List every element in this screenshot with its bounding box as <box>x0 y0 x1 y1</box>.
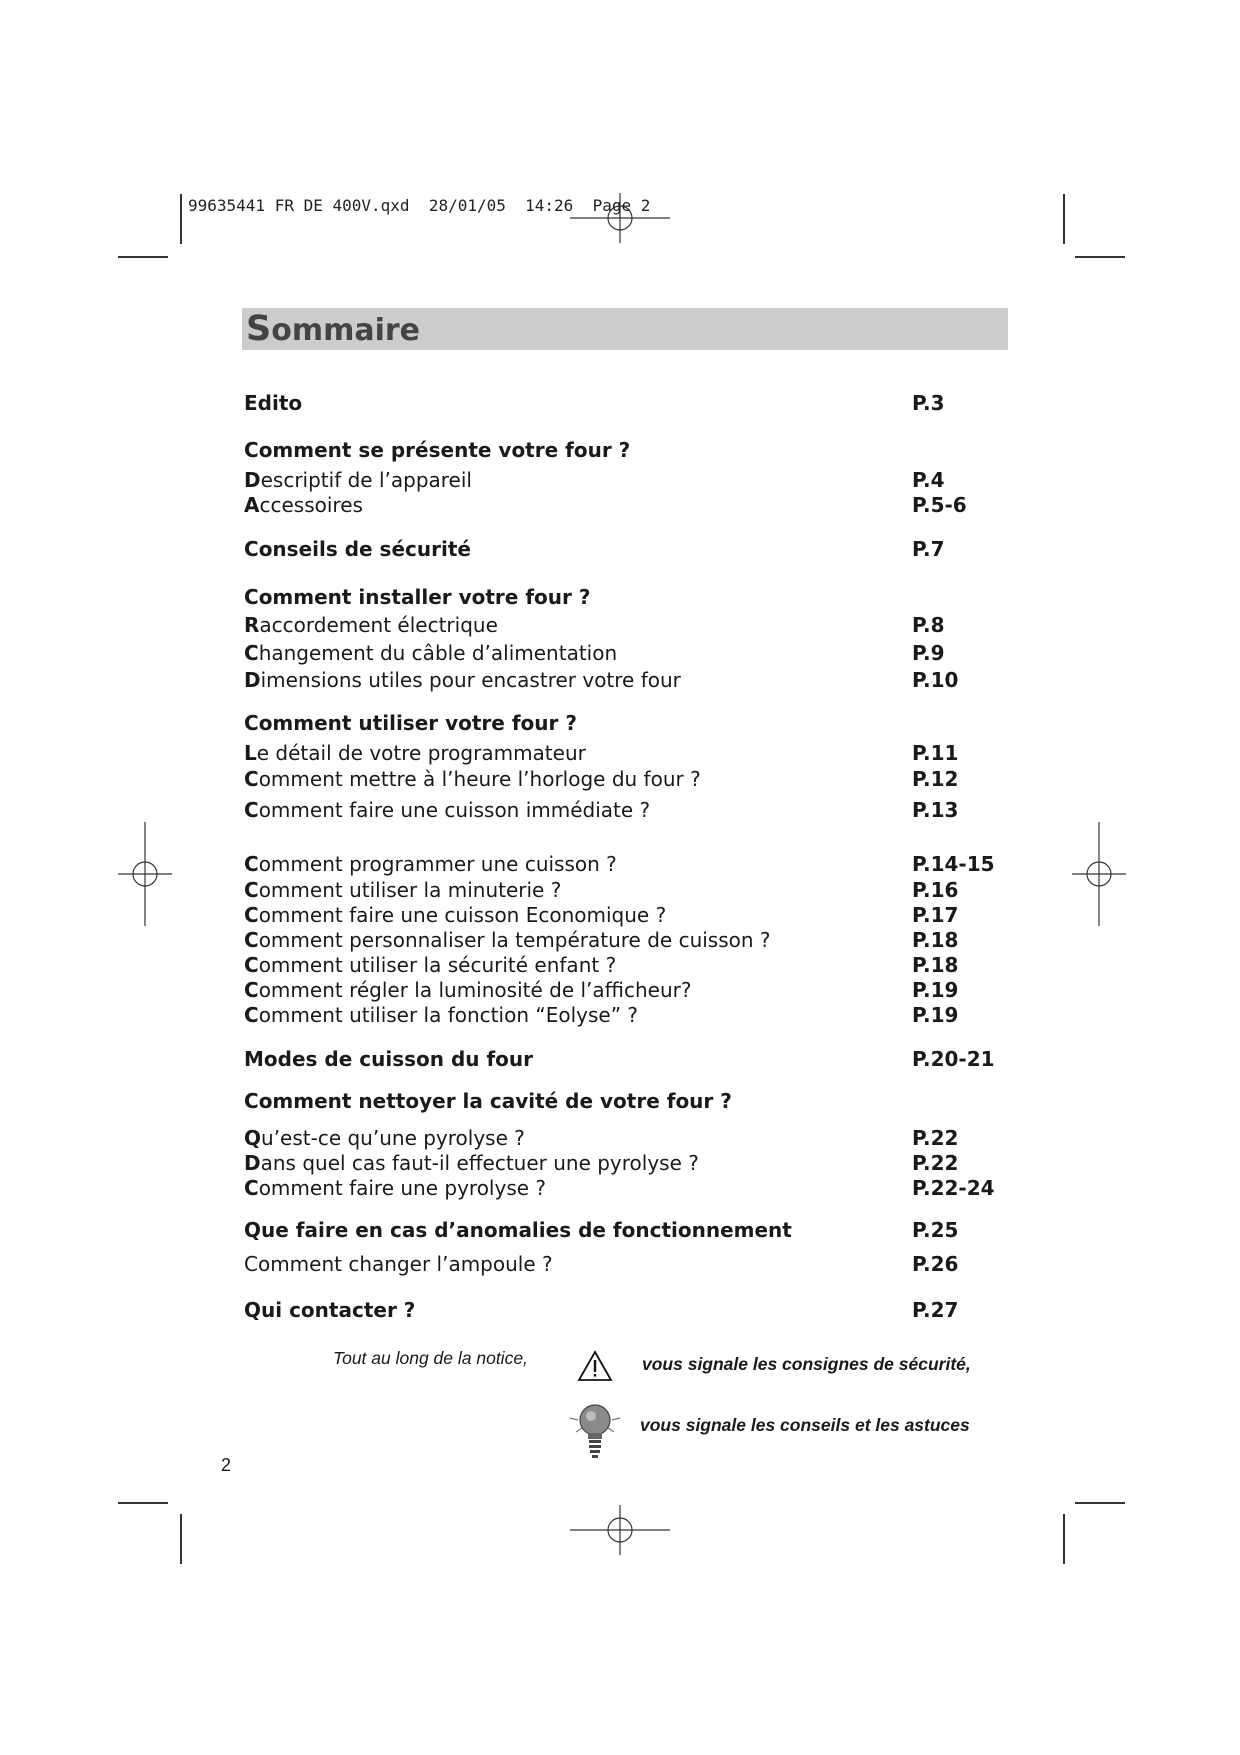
toc-entry-label <box>244 1150 699 1176</box>
toc-entry-label <box>244 851 617 877</box>
file-header: 99635441 FR DE 400V.qxd 28/01/05 14:26 Page 2 <box>188 196 651 215</box>
toc-entry-initial: C <box>244 1089 259 1113</box>
title-first-letter: S <box>246 309 272 349</box>
toc-entry-label <box>244 467 472 493</box>
toc-entry-label <box>244 1175 546 1201</box>
crop-mark <box>1075 256 1125 258</box>
toc-entry-text: e détail de votre programmateur <box>256 741 586 765</box>
toc-entry-label <box>244 1088 732 1114</box>
toc-entry-text: ue faire en cas d’anomalies de fonctionnement <box>261 1218 792 1242</box>
toc-entry-label <box>244 797 650 823</box>
toc-entry-label <box>244 584 590 610</box>
toc-page-ref: P.18 <box>912 928 959 952</box>
toc-entry <box>244 952 1004 978</box>
toc-entry-initial: C <box>244 1176 259 1200</box>
toc-entry-label <box>244 766 701 792</box>
toc-entry-text: omment utiliser la minuterie ? <box>258 878 562 902</box>
toc-entry <box>244 766 1004 792</box>
crop-mark <box>1075 1502 1125 1504</box>
toc-entry-initial: C <box>244 537 259 561</box>
toc-page-ref: P.26 <box>912 1252 959 1276</box>
toc-entry-initial: C <box>244 798 259 822</box>
toc-entry-initial: L <box>244 741 257 765</box>
toc-page-ref: P.22 <box>912 1151 959 1175</box>
toc-entry-text: ans quel cas faut-il effectuer une pyrolyse ? <box>260 1151 699 1175</box>
crop-mark <box>180 1514 182 1564</box>
toc-entry <box>244 851 1004 877</box>
toc-entry-label <box>244 1002 638 1028</box>
toc-entry <box>244 492 1004 518</box>
toc-entry-text: onseils de sécurité <box>258 537 471 561</box>
toc-entry-initial: C <box>244 641 259 665</box>
toc-entry-text: omment faire une cuisson immédiate ? <box>258 798 651 822</box>
toc-entry-label <box>244 710 577 736</box>
toc-entry-initial: E <box>244 391 258 415</box>
toc-entry-label <box>244 492 363 518</box>
toc-entry-label <box>244 1297 415 1323</box>
toc-entry-initial: C <box>244 978 259 1002</box>
toc-entry-initial: C <box>244 438 259 462</box>
toc-entry-text: dito <box>257 391 303 415</box>
toc-entry <box>244 467 1004 493</box>
toc-entry <box>244 612 1004 638</box>
legend-intro: Tout au long de la notice, <box>333 1348 528 1368</box>
toc-page-ref: P.17 <box>912 903 959 927</box>
toc-entry <box>244 927 1004 953</box>
toc-entry-text: escriptif de l’appareil <box>260 468 472 492</box>
toc-entry-initial: D <box>244 1151 261 1175</box>
crop-mark <box>180 194 182 244</box>
crop-mark <box>1063 1514 1065 1564</box>
toc-entry-initial: D <box>244 468 261 492</box>
toc-entry <box>244 667 1004 693</box>
toc-entry-initial: C <box>244 878 259 902</box>
toc-section-heading <box>244 536 1004 562</box>
toc-entry-initial: C <box>244 928 259 952</box>
toc-page-ref: P.10 <box>912 668 959 692</box>
page-title <box>246 310 420 350</box>
crop-mark <box>1063 194 1065 244</box>
toc-entry-label <box>244 612 498 638</box>
toc-entry-initial: C <box>244 852 259 876</box>
toc-entry-text: omment utiliser votre four ? <box>258 711 577 735</box>
toc-entry-text: omment programmer une cuisson ? <box>258 852 617 876</box>
toc-page-ref: P.27 <box>912 1298 959 1322</box>
toc-entry-initial: R <box>244 613 260 637</box>
toc-entry <box>244 640 1004 666</box>
toc-entry-label <box>244 1251 553 1277</box>
toc-entry-label <box>244 667 681 693</box>
toc-entry-initial: Q <box>244 1218 262 1242</box>
toc-entry-label <box>244 1125 525 1151</box>
toc-entry-initial: C <box>244 711 259 735</box>
toc-entry <box>244 902 1004 928</box>
toc-entry-text: omment nettoyer la cavité de votre four ? <box>258 1089 732 1113</box>
toc-section-heading <box>244 584 1004 610</box>
toc-page-ref: P.16 <box>912 878 959 902</box>
toc-entry-label <box>244 877 561 903</box>
toc-entry-initial: M <box>244 1047 264 1071</box>
toc-page-ref: P.3 <box>912 391 945 415</box>
toc-page-ref: P.18 <box>912 953 959 977</box>
toc-entry-initial: D <box>244 668 261 692</box>
toc-page-ref: P.4 <box>912 468 945 492</box>
toc-section-heading <box>244 1217 1004 1243</box>
crop-mark <box>118 256 168 258</box>
toc-entry-text: u’est-ce qu’une pyrolyse ? <box>261 1126 525 1150</box>
toc-entry-initial: C <box>244 1003 259 1027</box>
toc-entry-text: imensions utiles pour encastrer votre four <box>260 668 681 692</box>
toc-entry-label <box>244 927 771 953</box>
toc-entry <box>244 1150 1004 1176</box>
toc-page-ref: P.8 <box>912 613 945 637</box>
toc-entry-text: hangement du câble d’alimentation <box>258 641 618 665</box>
toc-entry-label <box>244 437 630 463</box>
toc-entry-text: ui contacter ? <box>261 1298 416 1322</box>
toc-entry-initial: C <box>244 585 259 609</box>
toc-entry-label <box>244 1217 792 1243</box>
toc-section-heading <box>244 437 1004 463</box>
toc-entry-initial: Q <box>244 1126 262 1150</box>
toc-entry <box>244 1251 1004 1277</box>
legend-safety-text: vous signale les consignes de sécurité, <box>642 1354 971 1374</box>
toc-page-ref: P.22 <box>912 1126 959 1150</box>
toc-entry-text: omment faire une cuisson Economique ? <box>258 903 667 927</box>
toc-page-ref: P.12 <box>912 767 959 791</box>
toc-entry-label <box>244 740 586 766</box>
toc-entry-text: accordement électrique <box>259 613 498 637</box>
toc-entry-label <box>244 1046 533 1072</box>
toc-entry-initial: C <box>244 903 259 927</box>
toc-page-ref: P.5-6 <box>912 493 967 517</box>
warning-triangle-icon <box>577 1350 613 1382</box>
toc-page-ref: P.25 <box>912 1218 959 1242</box>
toc-entry-text: omment utiliser la fonction “Eolyse” ? <box>258 1003 639 1027</box>
toc-page-ref: P.14-15 <box>912 852 995 876</box>
toc-page-ref: P.19 <box>912 978 959 1002</box>
toc-entry-text: omment personnaliser la température de cuisson ? <box>258 928 771 952</box>
toc-entry-label <box>244 536 471 562</box>
toc-entry-initial: C <box>244 767 259 791</box>
crop-mark <box>118 1502 168 1504</box>
toc-entry <box>244 740 1004 766</box>
page-number: 2 <box>221 1455 232 1475</box>
registration-mark-right <box>1072 822 1126 926</box>
toc-page-ref: P.22-24 <box>912 1176 995 1200</box>
toc-entry <box>244 977 1004 1003</box>
toc-entry-label <box>244 390 302 416</box>
toc-entry-text: odes de cuisson du four <box>263 1047 533 1071</box>
toc-entry-text: omment utiliser la sécurité enfant ? <box>258 953 617 977</box>
toc-entry-initial: Q <box>244 1298 262 1322</box>
toc-section-heading <box>244 390 1004 416</box>
registration-mark-left <box>118 822 172 926</box>
toc-entry-label <box>244 952 616 978</box>
toc-section-heading <box>244 1088 1004 1114</box>
toc-entry-initial: A <box>244 493 260 517</box>
title-bar <box>242 308 1008 350</box>
toc-entry-label <box>244 977 691 1003</box>
registration-mark-bottom <box>570 1500 670 1560</box>
toc-section-heading <box>244 710 1004 736</box>
toc-page-ref: P.19 <box>912 1003 959 1027</box>
toc-page-ref: P.7 <box>912 537 945 561</box>
toc-entry <box>244 877 1004 903</box>
toc-page-ref: P.11 <box>912 741 959 765</box>
toc-entry-label <box>244 640 617 666</box>
toc-page-ref: P.13 <box>912 798 959 822</box>
legend-tips-text: vous signale les conseils et les astuces <box>640 1415 970 1435</box>
toc-entry <box>244 1175 1004 1201</box>
toc-entry <box>244 1002 1004 1028</box>
toc-entry-text: omment faire une pyrolyse ? <box>258 1176 547 1200</box>
toc-entry-initial: C <box>244 953 259 977</box>
toc-section-heading <box>244 1046 1004 1072</box>
toc-page-ref: P.20-21 <box>912 1047 995 1071</box>
toc-entry <box>244 797 1004 823</box>
toc-section-heading <box>244 1297 1004 1323</box>
lightbulb-icon <box>562 1400 628 1460</box>
toc-entry <box>244 1125 1004 1151</box>
toc-entry-label <box>244 902 666 928</box>
toc-entry-text: Comment changer l’ampoule ? <box>244 1252 553 1276</box>
title-rest: ommaire <box>271 313 421 348</box>
toc-entry-text: ccessoires <box>259 493 363 517</box>
toc-entry-text: omment se présente votre four ? <box>258 438 631 462</box>
toc-entry-text: omment mettre à l’heure l’horloge du four ? <box>258 767 701 791</box>
toc-entry-text: omment régler la luminosité de l’afficheur? <box>258 978 692 1002</box>
toc-entry-text: omment installer votre four ? <box>258 585 591 609</box>
toc-page-ref: P.9 <box>912 641 945 665</box>
